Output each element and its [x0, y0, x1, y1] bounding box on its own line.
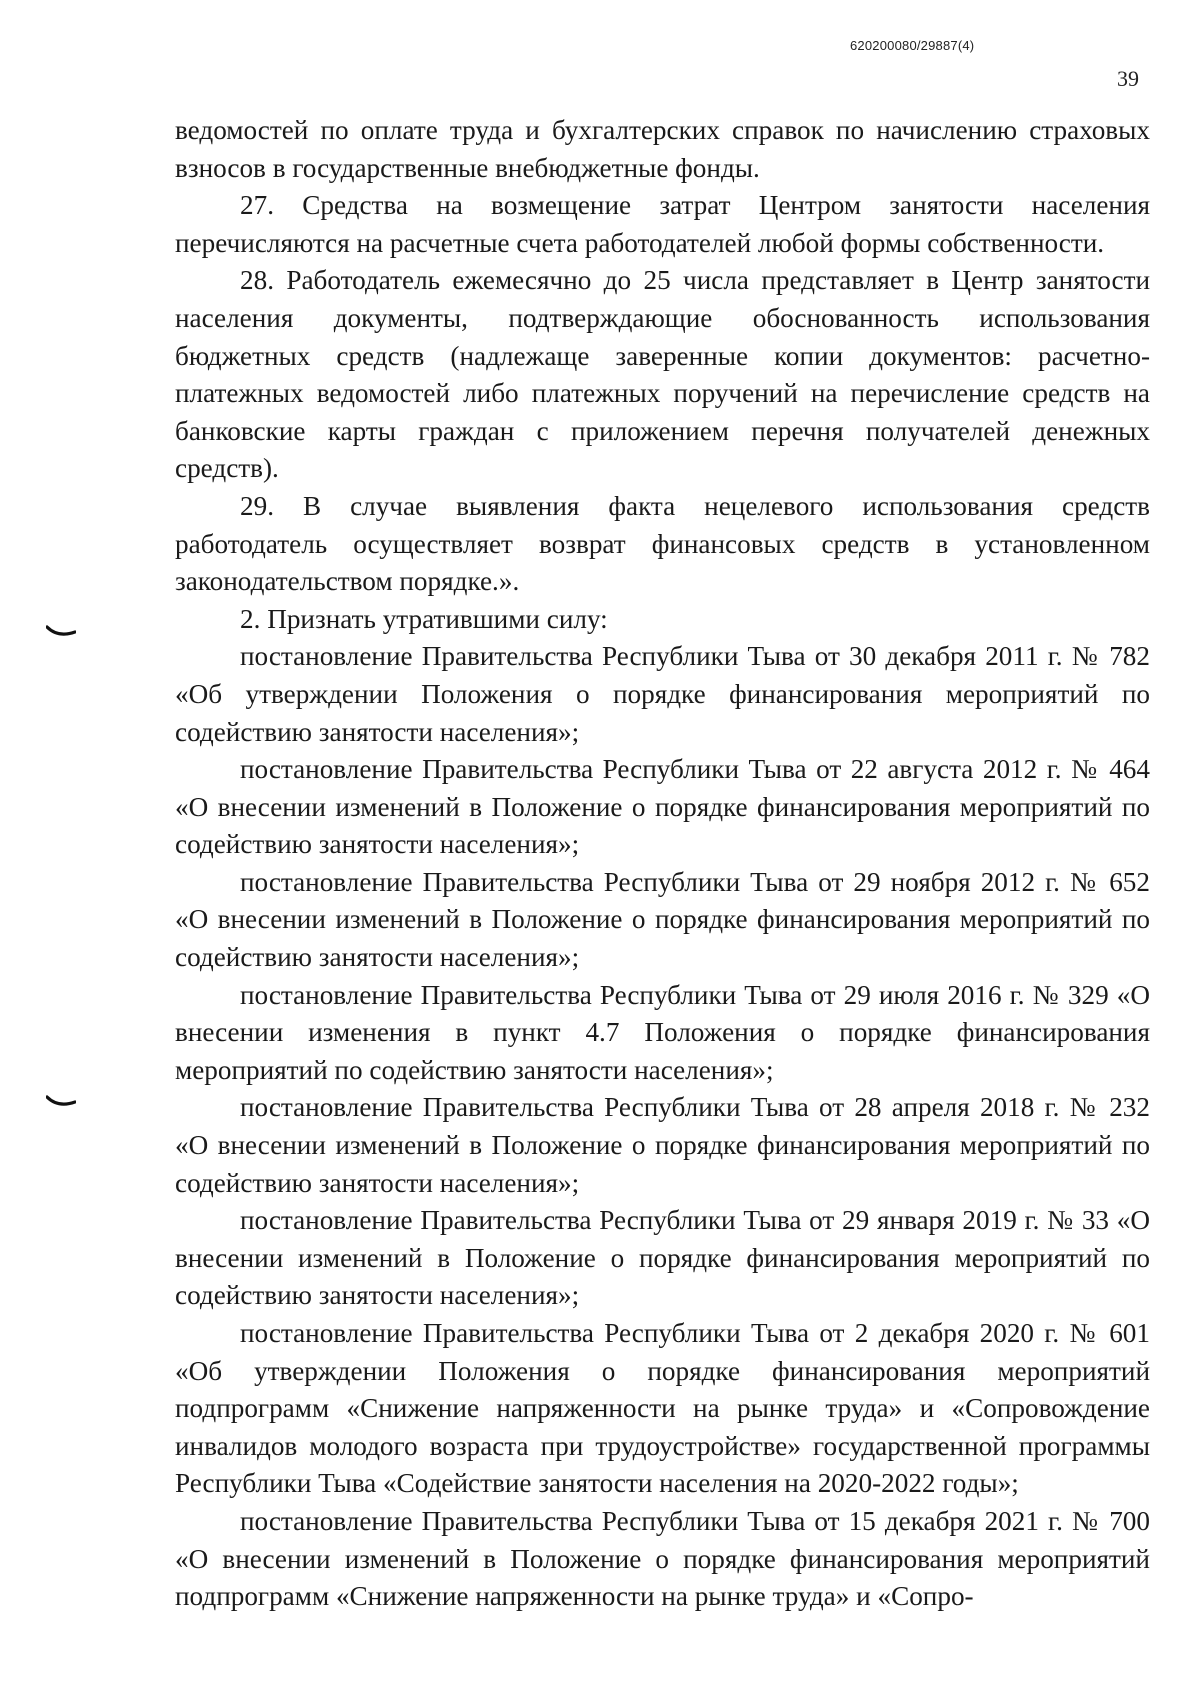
document-registration-number: 620200080/29887(4): [850, 38, 975, 53]
repealed-resolution-782: постановление Правительства Республики Тыва от 30 декабря 2011 г. № 782 «Об утверждении Положения о порядке финансирования мероприятий по содействию занятости населения»;: [175, 641, 1150, 747]
repealed-resolution-601: постановление Правительства Республики Тыва от 2 декабря 2020 г. № 601 «Об утверждении Положения о порядке финансирования мероприятий подпрограмм «Снижение напряженности на рынке труда» и «Сопровождение инвалидов молодого возраста при трудоустройстве» государственной программы Республики Тыва «Содействие занятости населения на 2020-2022 годы»;: [175, 1318, 1150, 1499]
repealed-resolution-700: постановление Правительства Республики Тыва от 15 декабря 2021 г. № 700 «О внесении изменений в Положение о порядке финансирования мероприятий подпрограмм «Снижение напряженности на рынке труда» и «Сопро-: [175, 1505, 1150, 1612]
paragraph-28: 28. Работодатель ежемесячно до 25 числа представляет в Центр занятости населения документы, подтверждающие обоснованность использования бюджетных средств (надлежаще заверенные копии документов: расчетно-платежных ведомостей либо платежных поручений на перечисление средств на банковские карты граждан с приложением перечня получателей денежных средств).: [175, 265, 1150, 484]
scan-mark-icon: [46, 624, 76, 638]
repealed-resolution-652: постановление Правительства Республики Тыва от 29 ноября 2012 г. № 652 «О внесении изменений в Положение о порядке финансирования мероприятий по содействию занятости населения»;: [175, 866, 1150, 973]
paragraph-27: 27. Средства на возмещение затрат Центром занятости населения перечисляются на расчетные счета работодателей любой формы собственности.: [175, 190, 1150, 258]
page-number: 39: [1117, 66, 1139, 91]
repealed-resolution-329: постановление Правительства Республики Тыва от 29 июля 2016 г. № 329 «О внесении изменения в пункт 4.7 Положения о порядке финансирования мероприятий по содействию занятости населения»;: [175, 979, 1150, 1085]
document-body: [175, 112, 1150, 1616]
repealed-resolution-232: постановление Правительства Республики Тыва от 28 апреля 2018 г. № 232 «О внесении изменений в Положение о порядке финансирования мероприятий по содействию занятости населения»;: [175, 1092, 1150, 1198]
scan-mark-icon: [46, 1094, 76, 1108]
repealed-resolution-33: постановление Правительства Республики Тыва от 29 января 2019 г. № 33 «О внесении изменений в Положение о порядке финансирования мероприятий по содействию занятости населения»;: [175, 1205, 1150, 1311]
paragraph-continuation: ведомостей по оплате труда и бухгалтерских справок по начислению страховых взносов в государственные внебюджетные фонды.: [175, 115, 1150, 183]
paragraph-29: 29. В случае выявления факта нецелевого использования средств работодатель осуществляет возврат финансовых средств в установленном законодательством порядке.».: [175, 490, 1150, 597]
repealed-resolution-464: постановление Правительства Республики Тыва от 22 августа 2012 г. № 464 «О внесении изменений в Положение о порядке финансирования мероприятий по содействию занятости населения»;: [175, 754, 1150, 860]
paragraph-2-repeal-heading: 2. Признать утратившими силу:: [240, 603, 608, 634]
